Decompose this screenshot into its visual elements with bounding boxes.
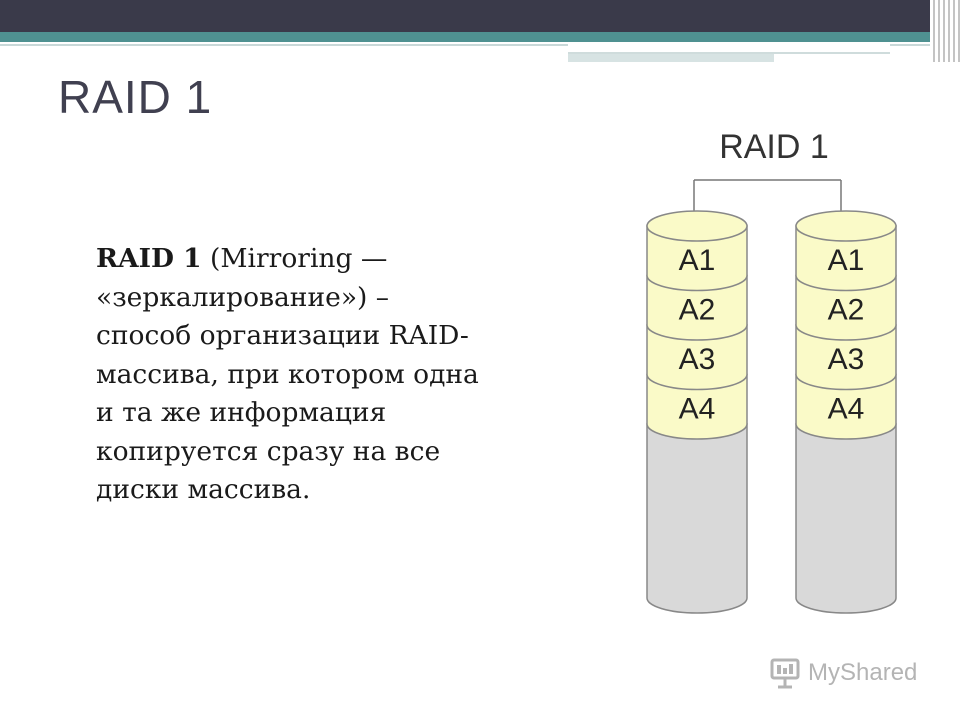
left-disk-block-label-1: A1: [678, 244, 716, 277]
body-line-1: [96, 240, 596, 279]
left-disk-empty-body: [647, 424, 747, 613]
diagram-label: RAID 1: [719, 128, 829, 166]
disk-right: [796, 211, 896, 613]
body-line-6: копируется сразу на все: [96, 435, 441, 467]
right-disk-block-label-4: A4: [827, 392, 865, 426]
body-bold-term: RAID 1: [96, 243, 202, 274]
right-disk-top: [796, 211, 896, 241]
watermark: [768, 655, 917, 691]
top-right-stripes: [930, 0, 960, 62]
top-accent-block-2: [568, 54, 774, 62]
top-teal-band: [0, 32, 960, 42]
body-line-5: и та же информация: [96, 397, 387, 428]
left-disk-block-label-3: A3: [678, 343, 716, 376]
right-disk-block-label-3: A3: [827, 343, 865, 376]
right-disk-block-label-2: A2: [827, 293, 865, 327]
top-accent-block: [568, 44, 890, 54]
body-line-4: массива, при котором одна: [96, 358, 479, 390]
top-dark-band: [0, 0, 960, 32]
body-line-2: «зеркалирование») –: [96, 281, 390, 313]
raid1-diagram: [630, 118, 930, 618]
left-disk-block-label-2: A2: [678, 293, 716, 327]
body-line-7: диски массива.: [96, 474, 311, 505]
body-line-3: способ организации RAID-: [96, 320, 469, 351]
body-line-1-rest: (Mirroring —: [201, 243, 388, 274]
presentation-board-icon: [768, 656, 802, 690]
disk-left: [647, 211, 747, 613]
slide-title: RAID 1: [58, 71, 213, 123]
left-disk-block-label-4: A4: [678, 392, 716, 426]
raid1-diagram-svg: [630, 118, 930, 618]
right-disk-empty-body: [796, 424, 896, 613]
slide-body-text: [96, 240, 596, 510]
watermark-text: MyShared: [808, 659, 918, 686]
left-disk-top: [647, 211, 747, 241]
right-disk-block-label-1: A1: [827, 244, 865, 277]
